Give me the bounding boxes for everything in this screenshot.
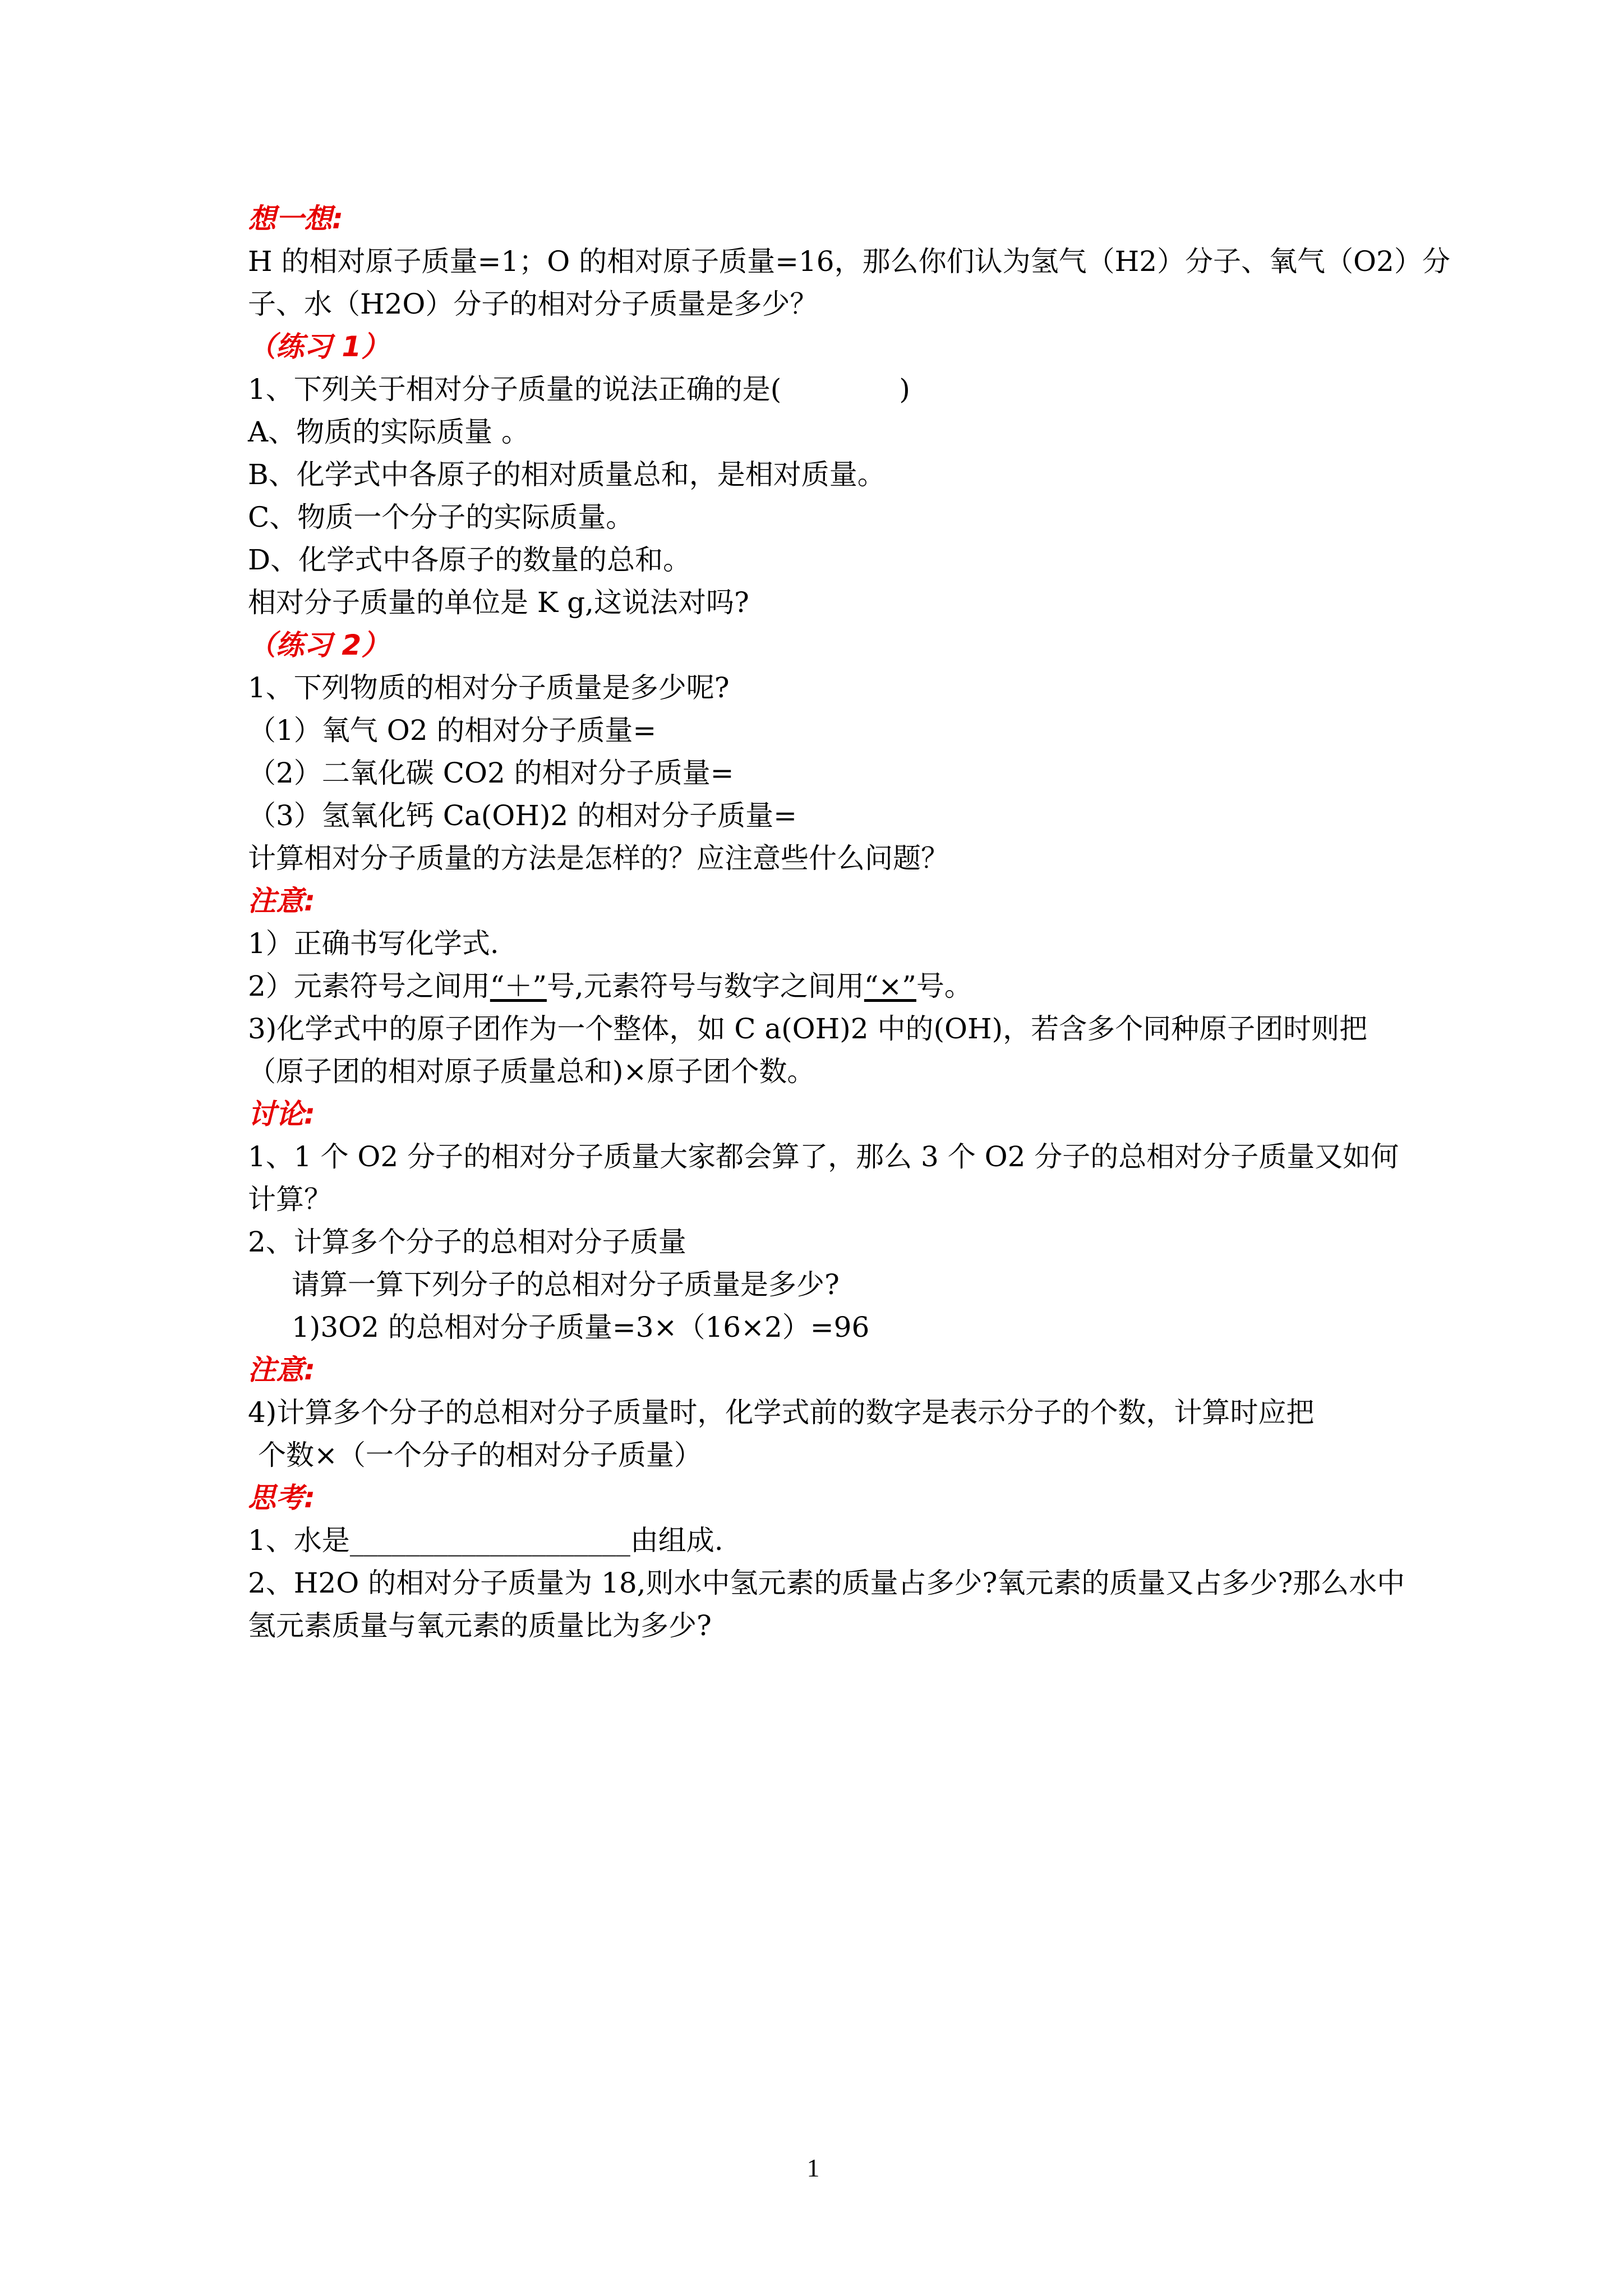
- note-item: （原子团的相对原子质量总和)×原子团个数。: [248, 1055, 815, 1088]
- note-text: 2）元素符号之间用: [248, 970, 490, 1002]
- heading-exercise-1: （练习 1）: [248, 330, 390, 363]
- worked-example: 1)3O2 的总相对分子质量=3×（16×2）=96: [292, 1311, 870, 1343]
- note-item: 1）正确书写化学式.: [248, 927, 499, 960]
- question-close: ): [899, 373, 910, 406]
- paragraph-line: H 的相对原子质量=1；O 的相对原子质量=16，那么你们认为氢气（H2）分子、氧气（O2）分: [248, 245, 1450, 278]
- option-d: D、化学式中各原子的数量的总和。: [248, 544, 691, 576]
- times-sign-answer: “×”: [864, 970, 916, 1002]
- document-body: [248, 197, 1450, 1647]
- heading-note-1: 注意:: [248, 885, 315, 917]
- note-item: [248, 965, 1403, 1007]
- heading-discussion: 讨论:: [248, 1098, 315, 1130]
- paragraph-line: 计算相对分子质量的方法是怎样的？应注意些什么问题？: [248, 842, 949, 875]
- note-item: 个数×（一个分子的相对分子质量）: [258, 1439, 702, 1471]
- heading-note-2: 注意:: [248, 1354, 315, 1386]
- option-c: C、物质一个分子的实际质量。: [248, 501, 634, 533]
- answer-blank: ____________________: [349, 1524, 630, 1557]
- heading-think: 想一想:: [248, 203, 343, 235]
- note-item: 3)化学式中的原子团作为一个整体，如 C a(OH)2 中的(OH)，若含多个同种原子团时则把: [248, 1013, 1368, 1045]
- question-line: [248, 368, 1403, 411]
- question-line: 氢元素质量与氧元素的质量比为多少?: [248, 1609, 712, 1642]
- option-a: A、物质的实际质量 。: [248, 416, 530, 448]
- discussion-item: 2、计算多个分子的总相对分子质量: [248, 1226, 686, 1258]
- paragraph-line: 子、水（H2O）分子的相对分子质量是多少？: [248, 288, 818, 320]
- heading-exercise-2: （练习 2）: [248, 629, 390, 661]
- discussion-prompt: 请算一算下列分子的总相对分子质量是多少?: [292, 1268, 840, 1301]
- heading-think-2: 思考:: [248, 1481, 315, 1514]
- page-number: 1: [806, 2154, 820, 2182]
- option-b: B、化学式中各原子的相对质量总和，是相对质量。: [248, 458, 886, 491]
- note-text: 号,元素符号与数字之间用: [546, 970, 864, 1002]
- paragraph-line: 相对分子质量的单位是 K g,这说法对吗?: [248, 586, 749, 619]
- question-text: 1、下列关于相对分子质量的说法正确的是(: [248, 373, 782, 406]
- note-text: 号。: [916, 970, 972, 1002]
- question-text: 1、水是: [248, 1524, 350, 1557]
- sub-question: （2）二氧化碳 CO2 的相对分子质量=: [248, 757, 734, 789]
- sub-question: （1）氧气 O2 的相对分子质量=: [248, 714, 657, 747]
- discussion-item: 计算？: [248, 1183, 332, 1216]
- question-line: 1、下列物质的相对分子质量是多少呢?: [248, 671, 730, 704]
- question-line: 2、H2O 的相对分子质量为 18,则水中氢元素的质量占多少?氧元素的质量又占多少?那么水中: [248, 1567, 1405, 1599]
- sub-question: （3）氢氧化钙 Ca(OH)2 的相对分子质量=: [248, 799, 797, 832]
- question-text: 由组成.: [630, 1524, 723, 1557]
- note-item: 4)计算多个分子的总相对分子质量时，化学式前的数字是表示分子的个数，计算时应把: [248, 1396, 1315, 1429]
- plus-sign-answer: “＋”: [490, 970, 547, 1002]
- fill-blank-question: [248, 1519, 1403, 1562]
- discussion-item: 1、1 个 O2 分子的相对分子质量大家都会算了，那么 3 个 O2 分子的总相对分子质量又如何: [248, 1140, 1399, 1173]
